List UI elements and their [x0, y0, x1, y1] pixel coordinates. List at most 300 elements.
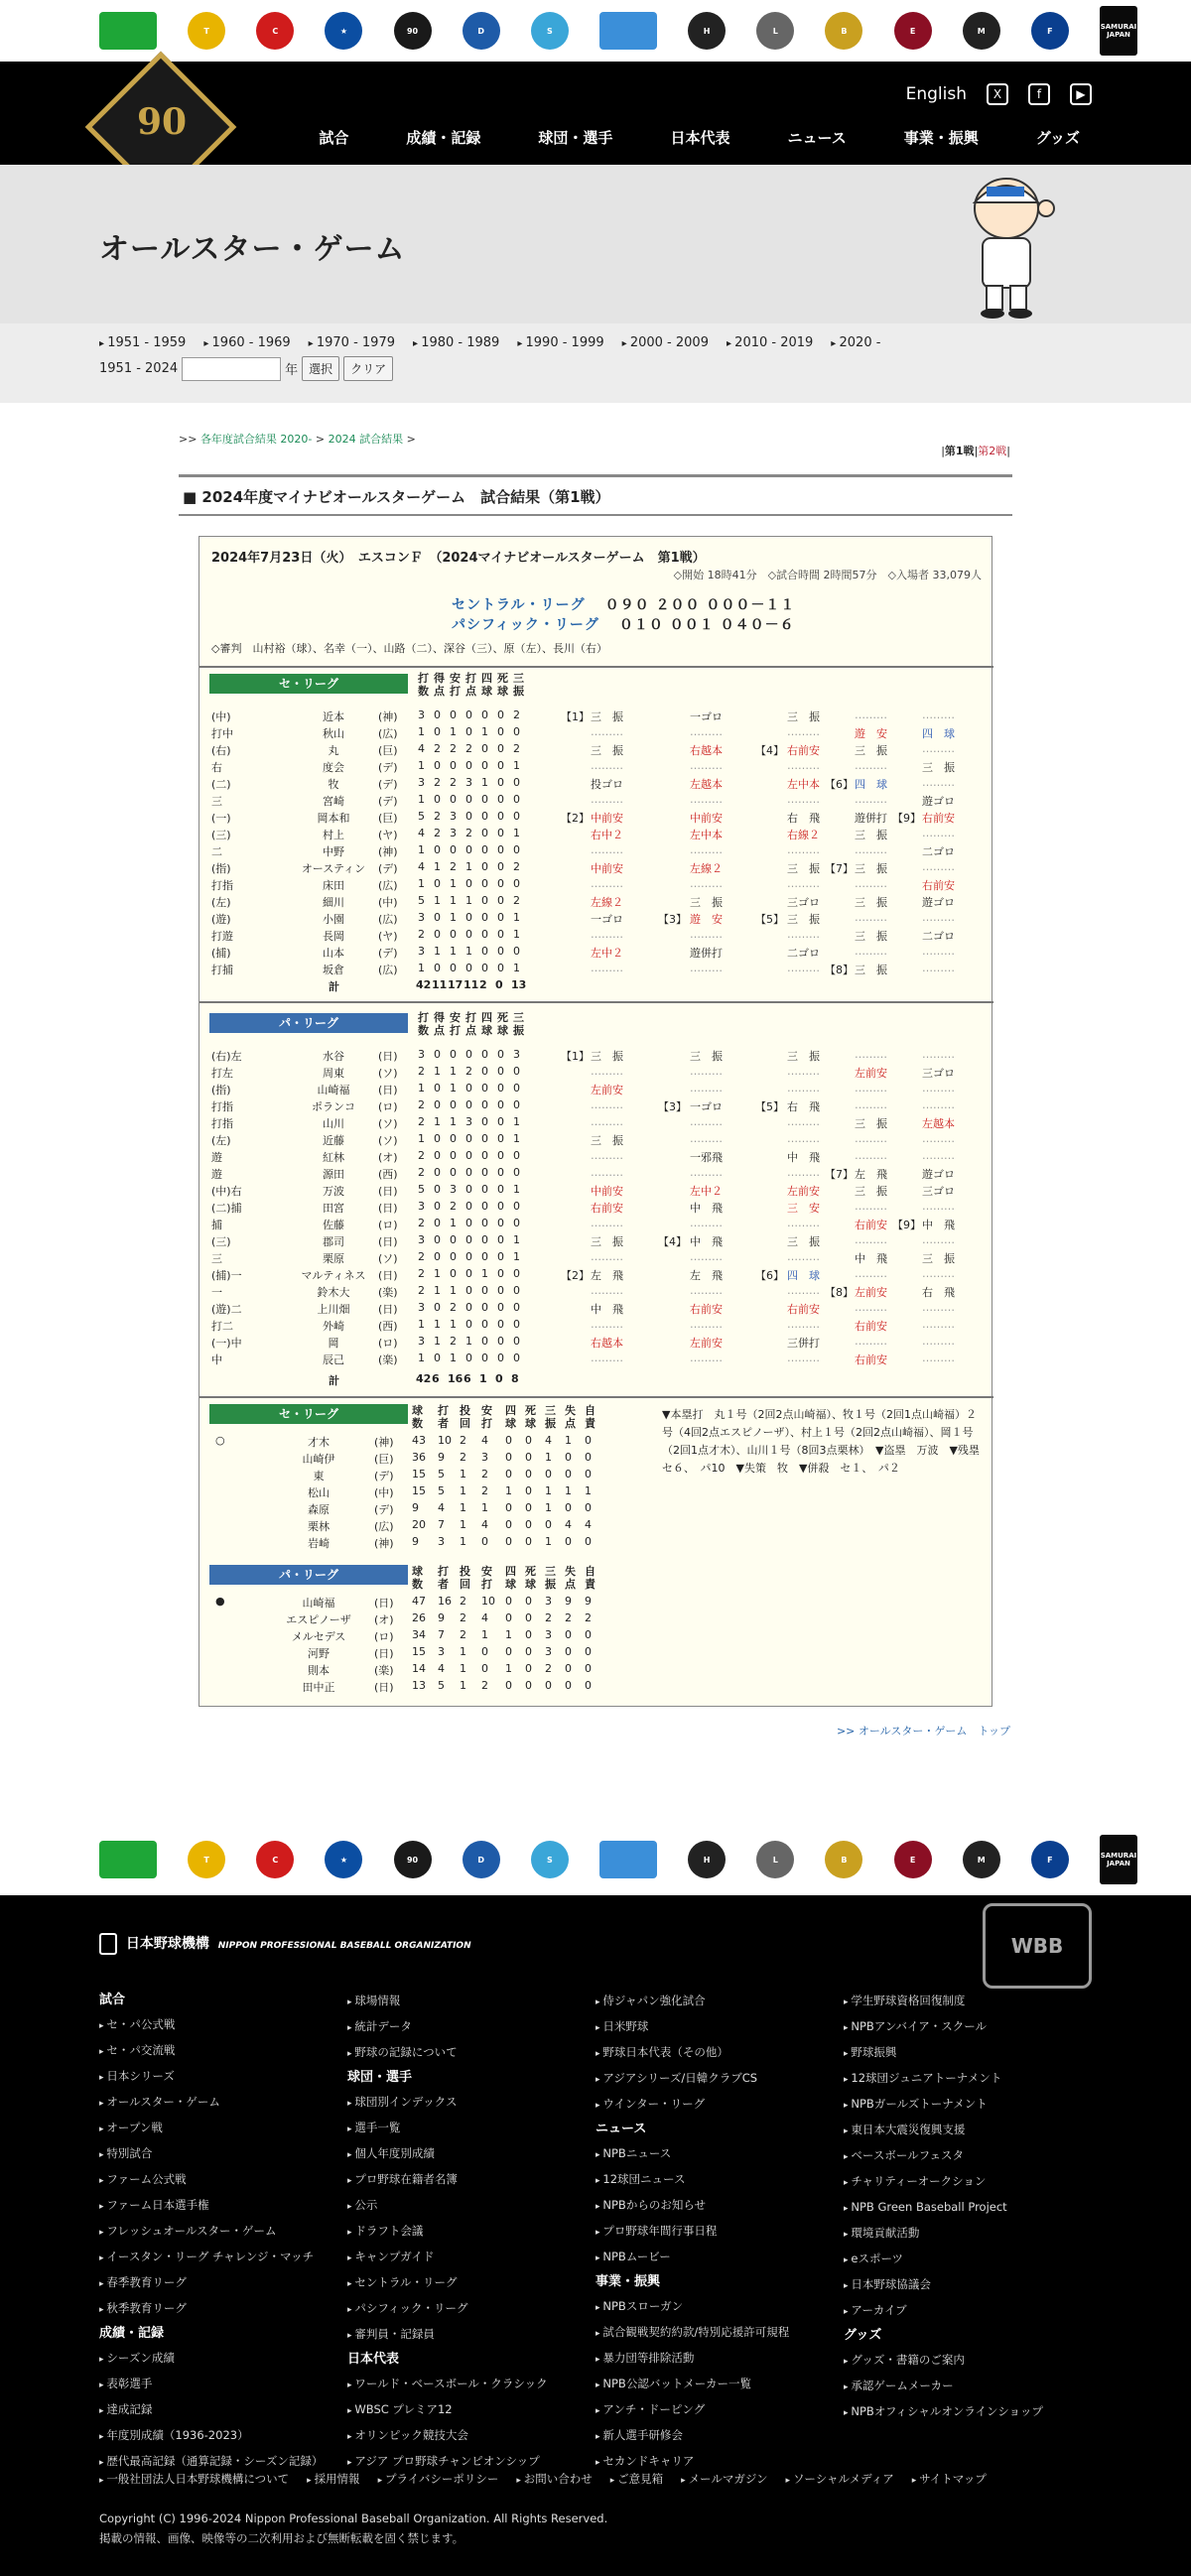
footer-link[interactable]: ▸ NPBニュース [596, 2141, 789, 2167]
batter-stat: 5 [418, 810, 425, 823]
npb90-logo[interactable]: 90 [394, 12, 432, 50]
footer-link[interactable]: ▸ 日本野球協議会 [844, 2272, 1043, 2298]
footer-bottom-link[interactable]: ▸ プライバシーポリシー [378, 2471, 499, 2487]
footer-link[interactable]: ▸ オープン戦 [99, 2116, 323, 2141]
footer-link[interactable]: ▸ NPB Green Baseball Project [844, 2195, 1043, 2221]
central-league-logo[interactable] [99, 1841, 157, 1878]
footer-link[interactable]: ▸ NPBアンバイア・スクール [844, 2014, 1043, 2040]
batter-pos: 打中 [211, 727, 233, 740]
footer-link[interactable]: ▸ 選手一覧 [347, 2116, 548, 2141]
stat-header-char-2: 振 [545, 1417, 556, 1430]
footer-link[interactable]: ▸ オリンピック競技大会 [347, 2423, 548, 2449]
batter-stat: 3 [465, 776, 472, 789]
batter-row [199, 962, 974, 978]
carp-logo[interactable]: C [256, 1841, 294, 1878]
stat-header-char-2: 打 [450, 685, 461, 698]
footer-link[interactable]: ▸ 12球団ニュース [596, 2167, 789, 2193]
batter-name[interactable]: 宮崎 [323, 795, 344, 808]
at-bat-result: 左越本 [922, 1117, 955, 1130]
pitcher-stat: 2 [545, 1662, 552, 1675]
at-bat-result: 右前安 [855, 1353, 887, 1366]
batter-stat: 0 [481, 1048, 488, 1061]
batter-stat: 0 [481, 877, 488, 890]
year-link[interactable]: ▸ 1990 - 1999 [517, 335, 603, 350]
footer-link[interactable]: ▸ 試合観戦契約約款/特別応援許可規程 [596, 2320, 789, 2346]
footer-link[interactable]: ▸ 野球の記録について [347, 2040, 548, 2066]
pacific-league-logo[interactable] [599, 1841, 657, 1878]
pitcher-name[interactable]: 山崎伊 [302, 1453, 335, 1466]
batter-stat: 0 [465, 810, 472, 823]
samurai-japan-logo[interactable]: SAMURAI JAPAN [1100, 6, 1137, 56]
batter-name[interactable]: 坂倉 [323, 964, 344, 976]
game2-tab[interactable]: 第2戦 [978, 445, 1007, 457]
batter-stat: 3 [418, 945, 425, 958]
footer-link[interactable]: ▸ 表彰選手 [99, 2372, 323, 2397]
eagles-logo[interactable]: E [894, 1841, 932, 1878]
pitcher-stat: 0 [525, 1501, 532, 1514]
pitcher-name[interactable]: エスピノーザ [286, 1613, 351, 1626]
footer-link[interactable]: ▸ アンチ・ドーピング [596, 2397, 789, 2423]
pitcher-stat: 4 [438, 1662, 445, 1675]
pitcher-name[interactable]: 田中正 [302, 1681, 335, 1694]
pitcher-name[interactable]: 河野 [308, 1647, 330, 1660]
batter-stat: 0 [497, 810, 504, 823]
pitcher-stat: 0 [525, 1679, 532, 1692]
npb90-logo[interactable]: 90 [394, 1841, 432, 1878]
batter-name[interactable]: 長岡 [323, 930, 344, 943]
game1-tab[interactable]: 第1戦 [944, 445, 975, 457]
footer-link[interactable]: ▸ 審判員・記録員 [347, 2322, 548, 2348]
pitcher-stat: 9 [585, 1595, 592, 1608]
stat-header-char-2: 点 [434, 1024, 445, 1037]
batter-row [199, 1352, 974, 1368]
batter-name[interactable]: ポランコ [312, 1100, 355, 1113]
batter-name[interactable]: 近本 [323, 710, 344, 723]
year-link[interactable]: ▸ 1960 - 1969 [203, 335, 290, 350]
batter-team: (ソ) [378, 1134, 398, 1147]
pitcher-name[interactable]: 才木 [308, 1436, 330, 1449]
footer-link[interactable]: ▸ NPBからのお知らせ [596, 2193, 789, 2219]
batter-stat: 0 [465, 793, 472, 806]
batter-name[interactable]: 山本 [323, 947, 344, 960]
footer-bottom-link[interactable]: ▸ メールマガジン [681, 2471, 767, 2487]
stat-header-char-2: 数 [418, 685, 429, 698]
hawks-logo[interactable]: H [688, 1841, 726, 1878]
at-bat-result: 三 振 [787, 862, 820, 875]
dragons-logo[interactable]: D [463, 1841, 500, 1878]
batter-stat: 0 [465, 1284, 472, 1297]
footer-link[interactable]: ▸ NPBオフィシャルオンラインショップ [844, 2399, 1043, 2425]
batter-stat: 0 [434, 1098, 441, 1111]
pitcher-stat: 1 [460, 1501, 466, 1514]
batter-name[interactable]: 岡本和 [317, 812, 350, 825]
pitcher-stat: 0 [525, 1535, 532, 1548]
samurai-japan-logo[interactable]: SAMURAI JAPAN [1100, 1835, 1137, 1884]
nav-item[interactable]: グッズ [1035, 129, 1080, 147]
hawks-logo[interactable]: H [688, 12, 726, 50]
footer-link[interactable]: ▸ NPBムービー [596, 2245, 789, 2270]
footer-bottom-link[interactable]: ▸ 採用情報 [307, 2471, 359, 2487]
footer-link[interactable]: ▸ チャリティーオークション [844, 2169, 1043, 2195]
batter-row [199, 1250, 974, 1267]
stat-header [505, 1404, 519, 1430]
year-link[interactable]: ▸ 2020 - [831, 335, 880, 350]
footer-link[interactable]: ▸ ワールド・ベースボール・クラシック [347, 2372, 548, 2397]
batter-name[interactable]: 辰己 [323, 1353, 344, 1366]
footer-link[interactable]: ▸ 公示 [347, 2193, 548, 2219]
stat-header-char-1: 得 [434, 1011, 445, 1024]
footer-link[interactable]: ▸ 日米野球 [596, 2014, 789, 2040]
batter-name[interactable]: 岡 [328, 1337, 339, 1350]
batter-name[interactable]: 源田 [323, 1168, 344, 1181]
pitcher-name[interactable]: 松山 [308, 1486, 330, 1499]
batter-name[interactable]: 秋山 [323, 727, 344, 740]
swallows-logo[interactable]: S [531, 12, 569, 50]
footer-link[interactable]: ▸ 承認ゲームメーカー [844, 2374, 1043, 2399]
batter-name[interactable]: 山崎福 [317, 1084, 350, 1096]
at-bat-result: 【4】 [755, 744, 784, 757]
pitcher-name[interactable]: 栗林 [308, 1520, 330, 1533]
footer-link[interactable]: ▸ 学生野球資格回復制度 [844, 1989, 1043, 2014]
swallows-logo[interactable]: S [531, 1841, 569, 1878]
pitcher-name[interactable]: 山崎福 [302, 1597, 335, 1610]
breadcrumb-link-results[interactable]: 各年度試合結果 2020- [199, 433, 313, 446]
at-bat-result: 遊ゴロ [922, 1168, 955, 1181]
batter-stat: 4 [418, 860, 425, 873]
allstar-top-link[interactable]: >> オールスター・ゲーム トップ [836, 1725, 1010, 1738]
at-bat-result: 中 飛 [591, 1303, 623, 1316]
footer-link[interactable]: ▸ オールスター・ゲーム [99, 2090, 323, 2116]
batter-stat: 0 [481, 1352, 488, 1364]
batter-stat: 0 [450, 1166, 457, 1179]
batter-name[interactable]: オースティン [301, 862, 366, 875]
at-bat-result: 三ゴロ [787, 896, 820, 909]
copy-notice: 掲載の情報、画像、映像等の二次利用および無断転載を固く禁じます。 [99, 2531, 464, 2545]
batter-stat: 1 [450, 877, 457, 890]
english-link[interactable]: English [905, 84, 967, 104]
nav-item[interactable]: 試合 [319, 129, 349, 147]
footer-heading: 日本代表 [347, 2352, 400, 2367]
batter-stat: 0 [465, 1217, 472, 1229]
footer-link[interactable]: ▸ NPB公認バットメーカー一覧 [596, 2372, 789, 2397]
batter-name[interactable]: 紅林 [323, 1151, 344, 1164]
batter-name[interactable]: 牧 [328, 778, 339, 791]
at-bat-result: ……… [922, 1082, 955, 1095]
wbb-logo[interactable]: WBB [983, 1903, 1092, 1989]
footer-link[interactable]: ▸ セントラル・リーグ [347, 2270, 548, 2296]
batter-name[interactable]: 周東 [323, 1067, 344, 1080]
lions-logo[interactable]: L [756, 1841, 794, 1878]
footer-link[interactable]: ▸ ファーム日本選手権 [99, 2193, 323, 2219]
batter-pos: 右 [211, 761, 222, 774]
footer-bottom-link[interactable]: ▸ サイトマップ [912, 2471, 987, 2487]
brand-name: 日本野球機構 [125, 1936, 209, 1952]
footer-link[interactable]: ▸ 歴代最高記録（通算記録・シーズン記録） [99, 2449, 323, 2475]
batter-name[interactable]: 丸 [328, 744, 339, 757]
facebook-icon[interactable]: f [1028, 83, 1050, 105]
batter-stat: 0 [481, 894, 488, 907]
footer-link[interactable]: ▸ プロ野球在籍者名簿 [347, 2167, 548, 2193]
year-link[interactable]: ▸ 1980 - 1989 [413, 335, 499, 350]
footer-link[interactable]: ▸ 統計データ [347, 2014, 548, 2040]
batter-name[interactable]: 佐藤 [323, 1219, 344, 1231]
pitcher-name[interactable]: 東 [313, 1470, 325, 1482]
marines-logo[interactable]: M [963, 1841, 1000, 1878]
footer-link[interactable]: ▸ WBSC プレミア12 [347, 2397, 548, 2423]
pacific-name: パシフィック・リーグ [452, 617, 599, 633]
footer-link[interactable]: ▸ 東日本大震災復興支援 [844, 2118, 1043, 2143]
batter-name[interactable]: 小園 [323, 913, 344, 926]
dragons-logo[interactable]: D [463, 12, 500, 50]
footer-link[interactable]: ▸ 秋季教育リーグ [99, 2296, 323, 2322]
batter-stat: 0 [434, 1166, 441, 1179]
batter-stat: 0 [465, 1318, 472, 1331]
batter-stat: 0 [497, 1048, 504, 1061]
footer-link[interactable]: ▸ 球場情報 [347, 1989, 548, 2014]
batter-name[interactable]: 上川畑 [317, 1303, 350, 1316]
batter-stat: 2 [465, 742, 472, 755]
pitcher-row [199, 1434, 636, 1451]
footer-link[interactable]: ▸ NPBガールズトーナメント [844, 2092, 1043, 2118]
year-link[interactable]: ▸ 1970 - 1979 [309, 335, 395, 350]
footer-link[interactable]: ▸ 特別試合 [99, 2141, 323, 2167]
clear-button[interactable]: クリア [343, 356, 393, 381]
pitcher-stat: 1 [481, 1628, 488, 1641]
at-bat-result: 右越本 [690, 744, 723, 757]
batter-name[interactable]: 床田 [323, 879, 344, 892]
footer-link[interactable]: ▸ フレッシュオールスター・ゲーム [99, 2219, 323, 2245]
pitcher-row [199, 1501, 636, 1518]
game-title: ■ 2024年度マイナビオールスターゲーム 試合結果（第1戦） [183, 488, 610, 506]
breadcrumb-link-2024[interactable]: 2024 試合結果 [328, 433, 404, 446]
eagles-logo[interactable]: E [894, 12, 932, 50]
footer-link[interactable]: ▸ 侍ジャパン強化試合 [596, 1989, 789, 2014]
footer-link[interactable]: ▸ グッズ・書籍のご案内 [844, 2348, 1043, 2374]
batter-stat: 1 [513, 1183, 520, 1196]
batter-stat: 1 [513, 1233, 520, 1246]
footer-link[interactable]: ▸ ベースボールフェスタ [844, 2143, 1043, 2169]
at-bat-result: ……… [591, 1318, 623, 1331]
footer-bottom-link[interactable]: ▸ お問い合わせ [516, 2471, 592, 2487]
footer-link[interactable]: ▸ 新人選手研修会 [596, 2423, 789, 2449]
footer-link[interactable]: ▸ アジアシリーズ/日韓クラブCS [596, 2066, 789, 2092]
at-bat-result: 一邪飛 [690, 1151, 723, 1164]
at-bat-result: 【4】 [658, 1235, 687, 1248]
footer-link[interactable]: ▸ eスポーツ [844, 2247, 1043, 2272]
batter-stat: 1 [434, 894, 441, 907]
batter-row [199, 1098, 974, 1115]
batter-name[interactable]: 栗原 [323, 1252, 344, 1265]
stat-header-char-2: 点 [565, 1578, 576, 1591]
at-bat-result: 三 振 [591, 1050, 623, 1063]
batter-name[interactable]: 万波 [323, 1185, 344, 1198]
footer-link[interactable]: ▸ シーズン成績 [99, 2346, 323, 2372]
footer-link[interactable]: ▸ プロ野球年間行事日程 [596, 2219, 789, 2245]
batter-name[interactable]: 中野 [323, 845, 344, 858]
batter-name[interactable]: 鈴木大 [317, 1286, 350, 1299]
stat-header [585, 1404, 598, 1430]
year-link[interactable]: ▸ 2000 - 2009 [622, 335, 709, 350]
pitcher-stat: 1 [460, 1518, 466, 1531]
pitcher-stat: 1 [460, 1679, 466, 1692]
tigers-logo[interactable]: T [188, 12, 225, 50]
footer-link[interactable]: ▸ 暴力団等排除活動 [596, 2346, 789, 2372]
footer-bottom-link[interactable]: ▸ ご意見箱 [610, 2471, 663, 2487]
at-bat-result: ……… [855, 1267, 887, 1280]
batter-name[interactable]: 近藤 [323, 1134, 344, 1147]
pitcher-team: (ロ) [374, 1630, 394, 1643]
carp-logo[interactable]: C [256, 12, 294, 50]
at-bat-result: 三 振 [922, 761, 955, 774]
pitcher-stat: 7 [438, 1518, 445, 1531]
batter-stat: 2 [434, 827, 441, 839]
batter-row [199, 1318, 974, 1335]
footer-link[interactable]: ▸ 日本シリーズ [99, 2064, 323, 2090]
nav-item[interactable]: 球団・選手 [538, 129, 613, 147]
footer-link[interactable]: ▸ イースタン・リーグ チャレンジ・マッチ [99, 2245, 323, 2270]
footer-link[interactable]: ▸ 達成記録 [99, 2397, 323, 2423]
at-bat-result: 【9】 [892, 1219, 921, 1231]
batter-row [199, 1115, 974, 1132]
batter-name[interactable]: 度会 [323, 761, 344, 774]
batter-name[interactable]: 村上 [323, 829, 344, 841]
batter-name[interactable]: 水谷 [323, 1050, 344, 1063]
footer-link[interactable]: ▸ キャンプガイド [347, 2245, 548, 2270]
footer-link[interactable]: ▸ セカンドキャリア [596, 2449, 789, 2475]
marines-logo[interactable]: M [963, 12, 1000, 50]
pitcher-stat: 0 [585, 1468, 592, 1481]
central-score: ０９０ ２００ ０００－１１ [604, 597, 796, 613]
at-bat-result: ……… [690, 759, 723, 772]
footer-link[interactable]: ▸ 球団別インデックス [347, 2090, 548, 2116]
pitcher-stat: 0 [585, 1535, 592, 1548]
pitcher-name[interactable]: 岩崎 [308, 1537, 330, 1550]
at-bat-result: 一ゴロ [690, 1100, 723, 1113]
pitcher-name[interactable]: 森原 [308, 1503, 330, 1516]
pitcher-name[interactable]: メルセデス [291, 1630, 346, 1643]
footer-link[interactable]: ▸ NPBスローガン [596, 2294, 789, 2320]
footer-bottom-link[interactable]: ▸ 一般社団法人日本野球機構について [99, 2471, 289, 2487]
nav-item[interactable]: ニュース [787, 129, 847, 147]
stat-header-char-2: 打 [481, 1417, 492, 1430]
footer-link[interactable]: ▸ 野球振興 [844, 2040, 1043, 2066]
batter-stat: 0 [481, 708, 488, 721]
central-league-logo[interactable] [99, 12, 157, 50]
batter-name[interactable]: 外崎 [323, 1320, 344, 1333]
stat-header [460, 1565, 473, 1591]
footer-link[interactable]: ▸ 12球団ジュニアトーナメント [844, 2066, 1043, 2092]
batter-pos: (三) [211, 1235, 231, 1248]
at-bat-result: ……… [591, 962, 623, 974]
footer-link[interactable]: ▸ セ・パ公式戦 [99, 2012, 323, 2038]
at-bat-result: 右前安 [855, 1320, 887, 1333]
nav-item[interactable]: 事業・振興 [903, 129, 979, 147]
batter-stat: 0 [497, 1318, 504, 1331]
pacific-league-logo[interactable] [599, 12, 657, 50]
at-bat-result: 中 飛 [690, 1202, 723, 1215]
stat-header-char-1: 安 [481, 1565, 492, 1578]
npb-footer-brand[interactable] [99, 1933, 471, 1955]
pitcher-stat: 0 [525, 1611, 532, 1624]
stat-header-char-1: 四 [505, 1565, 516, 1578]
at-bat-result: 四 球 [922, 727, 955, 740]
nav-item[interactable]: 成績・記録 [406, 129, 481, 147]
footer-link[interactable]: ▸ 春季教育リーグ [99, 2270, 323, 2296]
fighters-logo[interactable]: F [1031, 1841, 1069, 1878]
stat-header-char-2: 回 [460, 1578, 470, 1591]
footer-bottom-link[interactable]: ▸ ソーシャルメディア [786, 2471, 894, 2487]
buffaloes-logo[interactable]: B [825, 12, 862, 50]
year-input[interactable] [182, 357, 281, 381]
baystars-logo[interactable]: ★ [325, 1841, 362, 1878]
batter-name[interactable]: マルティネス [301, 1269, 366, 1282]
nav-item[interactable]: 日本代表 [670, 129, 730, 147]
pitcher-stat: 3 [438, 1535, 445, 1548]
batter-stat: 1 [465, 860, 472, 873]
footer-link[interactable]: ▸ パシフィック・リーグ [347, 2296, 548, 2322]
stat-header-char-2: 振 [513, 685, 524, 698]
batter-stat: 0 [481, 1301, 488, 1314]
pitcher-stat: 4 [565, 1518, 572, 1531]
footer-link[interactable]: ▸ 野球日本代表（その他） [596, 2040, 789, 2066]
tigers-logo[interactable]: T [188, 1841, 225, 1878]
total-stat: 0 [495, 1372, 503, 1385]
year-link[interactable]: ▸ 2010 - 2019 [727, 335, 813, 350]
pitcher-stat: 9 [412, 1535, 419, 1548]
stat-header [585, 1565, 598, 1591]
lions-logo[interactable]: L [756, 12, 794, 50]
footer-link[interactable]: ▸ ドラフト会議 [347, 2219, 548, 2245]
batter-stat: 0 [513, 725, 520, 738]
footer-link[interactable]: ▸ セ・パ交流戦 [99, 2038, 323, 2064]
pitcher-row [199, 1645, 636, 1662]
batter-row [199, 742, 974, 759]
batter-name[interactable]: 郡司 [323, 1235, 344, 1248]
footer-link[interactable]: ▸ 環境貢献活動 [844, 2221, 1043, 2247]
footer-link[interactable]: ▸ 個人年度別成績 [347, 2141, 548, 2167]
total-stat: 11 [463, 978, 479, 991]
at-bat-result: ……… [855, 1132, 887, 1145]
footer-heading: 球団・選手 [347, 2070, 413, 2085]
batter-name[interactable]: 細川 [323, 896, 344, 909]
footer-link[interactable]: ▸ 年度別成績（1936-2023） [99, 2423, 323, 2449]
footer-link[interactable]: ▸ アジア プロ野球チャンピオンシップ [347, 2449, 548, 2475]
at-bat-result: 右前安 [591, 1202, 623, 1215]
year-link[interactable]: ▸ 1951 - 1959 [99, 335, 186, 350]
batter-stat: 1 [418, 843, 425, 856]
x-icon[interactable]: X [987, 83, 1008, 105]
at-bat-result: ……… [922, 1098, 955, 1111]
footer-link[interactable]: ▸ ファーム公式戦 [99, 2167, 323, 2193]
footer-link[interactable]: ▸ ウインター・リーグ [596, 2092, 789, 2118]
batter-stat: 2 [418, 1098, 425, 1111]
pitcher-stat: 0 [481, 1662, 488, 1675]
select-button[interactable]: 選択 [302, 356, 339, 381]
batter-name[interactable]: 山川 [323, 1117, 344, 1130]
youtube-icon[interactable]: ▶ [1070, 83, 1092, 105]
breadcrumb-prefix: >> [179, 433, 200, 446]
batter-name[interactable]: 田宮 [323, 1202, 344, 1215]
fighters-logo[interactable]: F [1031, 12, 1069, 50]
buffaloes-logo[interactable]: B [825, 1841, 862, 1878]
stat-header-char-1: 死 [497, 1011, 508, 1024]
footer-heading: 試合 [99, 1993, 126, 2007]
at-bat-result: ……… [787, 1318, 820, 1331]
footer-link[interactable]: ▸ アーカイブ [844, 2298, 1043, 2324]
pitcher-name[interactable]: 則本 [308, 1664, 330, 1677]
total-stat: 42 [416, 978, 432, 991]
baystars-logo[interactable]: ★ [325, 12, 362, 50]
